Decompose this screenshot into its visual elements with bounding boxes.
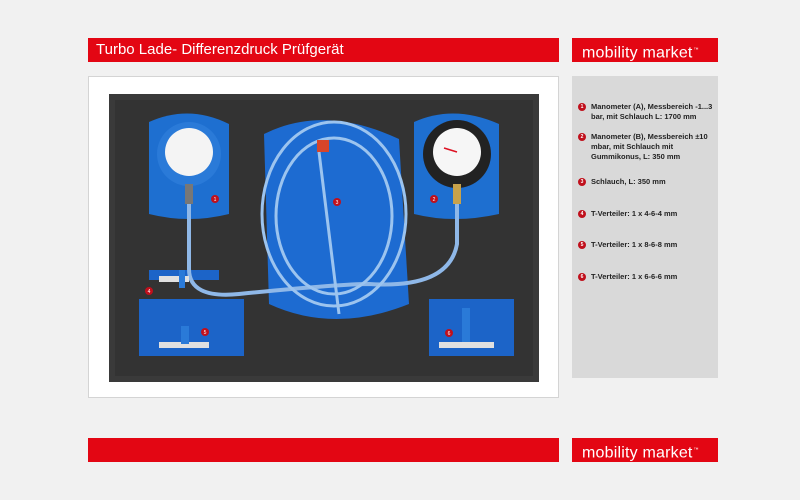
photo-marker-1 [211,195,219,203]
svg-text:2: 2 [432,197,436,203]
legend-number: 5 [578,241,586,249]
footer-brand-trademark: ™ [693,447,699,453]
legend-text: T-Verteiler: 1 x 8-6-8 mm [591,240,678,249]
photo-marker-3 [333,198,341,206]
legend-number: 4 [578,210,586,218]
brand-logo [572,38,718,62]
photo-marker-2 [430,195,438,203]
svg-text:5: 5 [203,330,207,336]
legend-item [578,240,714,250]
legend-text: Schlauch, L: 350 mm [591,177,666,186]
legend-panel [572,76,718,378]
legend-text: Manometer (B), Messbereich ±10 mbar, mit Schlauch mit Gummikonus, L: 350 mm [591,132,708,161]
legend-text: T-Verteiler: 1 x 4-6-4 mm [591,209,678,218]
legend-text: T-Verteiler: 1 x 6-6-6 mm [591,272,678,281]
svg-text:3: 3 [335,200,339,206]
product-photo [109,94,539,382]
legend-number: 6 [578,273,586,281]
brand-name: mobility market [582,44,693,62]
photo-marker-5 [201,328,209,336]
brand-trademark: ™ [693,47,699,53]
svg-text:4: 4 [147,289,151,295]
legend-item [578,102,714,122]
svg-text:1: 1 [213,197,217,203]
legend-item [578,209,714,219]
svg-text:6: 6 [447,331,451,337]
legend-item [578,132,714,162]
legend-number: 3 [578,178,586,186]
legend-number: 2 [578,133,586,141]
footer-brand-logo [572,438,718,462]
page-title: Turbo Lade- Differenzdruck Prüfgerät [88,38,559,62]
legend-item [578,272,714,282]
legend-item [578,177,714,187]
footer-brand-name: mobility market [582,444,693,462]
photo-marker-6 [445,329,453,337]
legend-number: 1 [578,103,586,111]
photo-marker-4 [145,287,153,295]
product-photo-frame [88,76,559,398]
footer-bar [88,438,559,462]
legend-text: Manometer (A), Messbereich -1...3 bar, mit Schlauch L: 1700 mm [591,102,713,121]
